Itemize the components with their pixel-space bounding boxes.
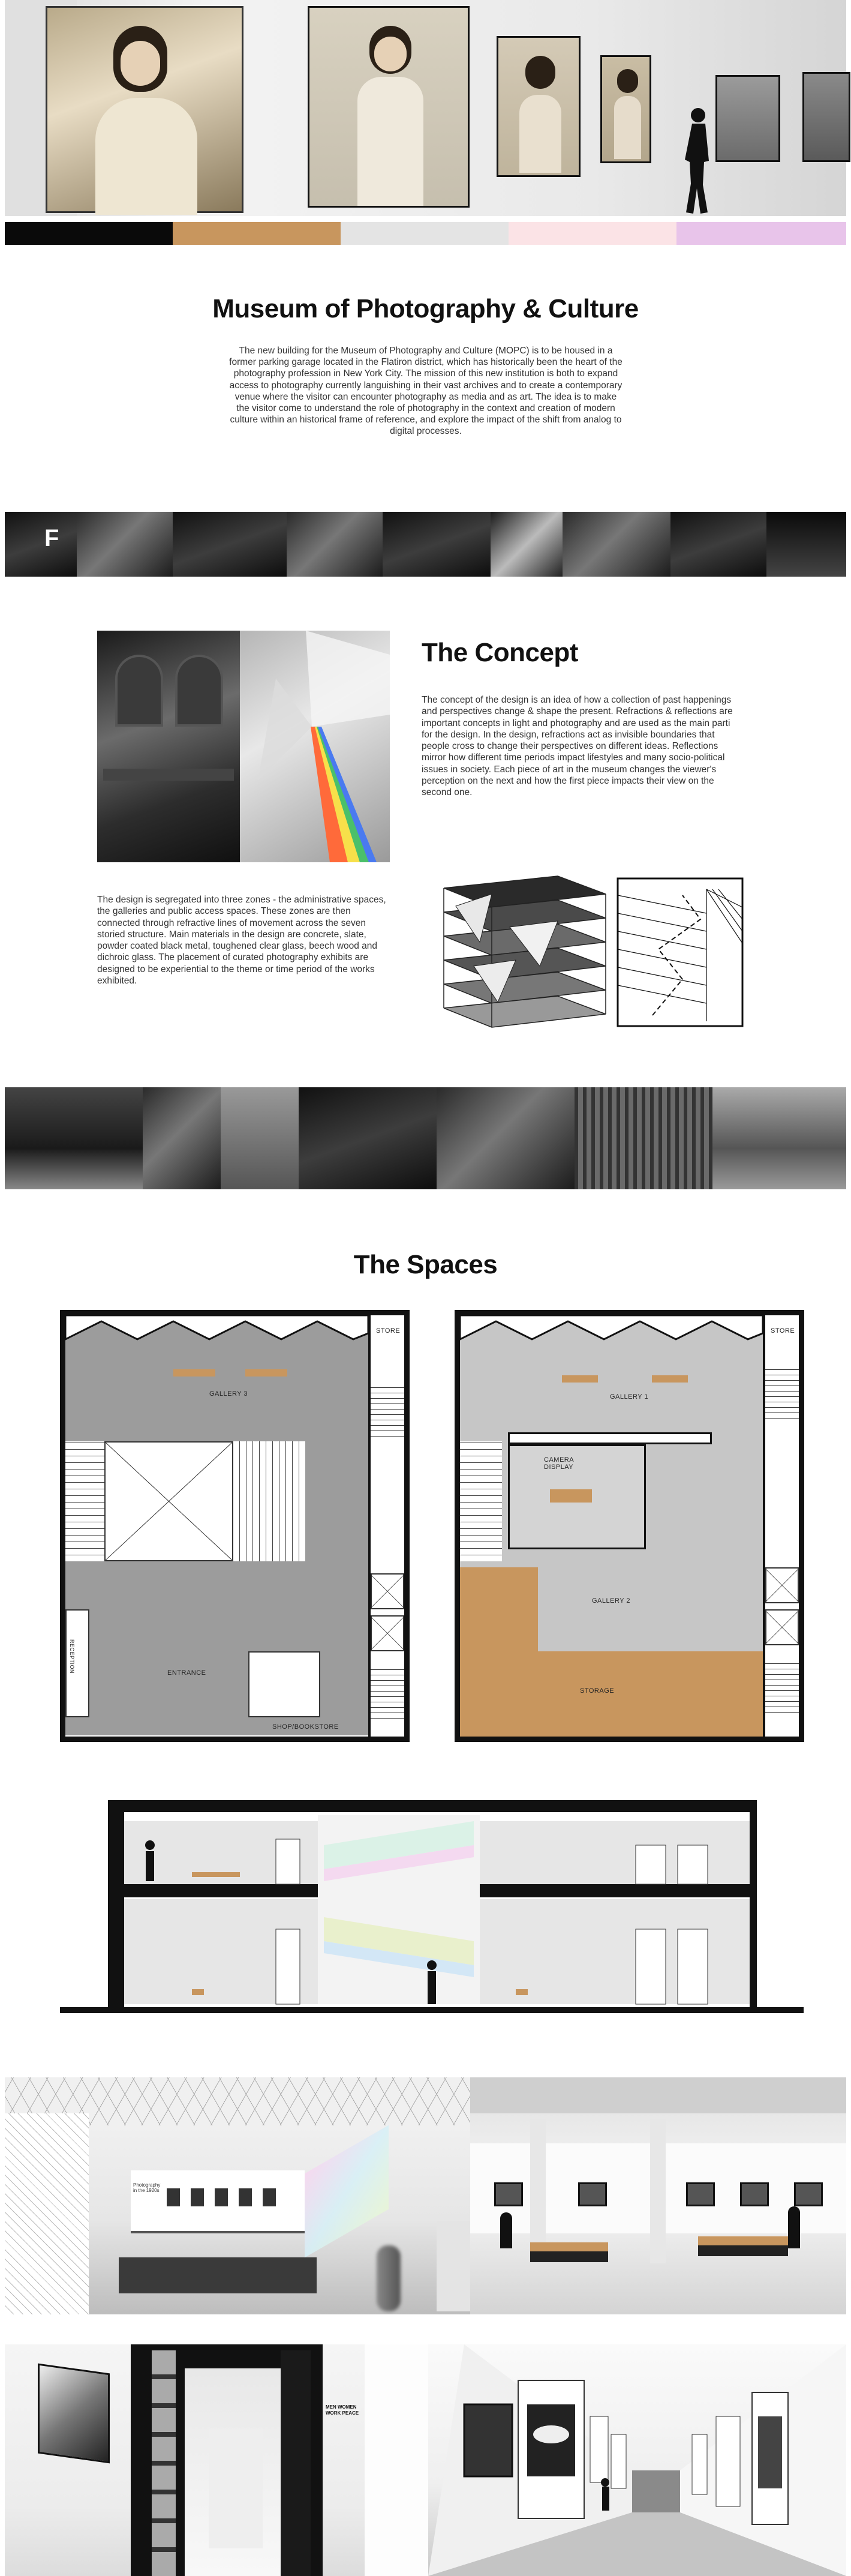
plan-left-gallery-label: GALLERY 3 bbox=[209, 1390, 248, 1398]
hero-photo-4 bbox=[600, 55, 651, 163]
hero-photo-5 bbox=[715, 75, 780, 162]
render-photo-wall bbox=[5, 2344, 428, 2576]
hero-gallery-image bbox=[5, 0, 846, 216]
palette-swatch-pink bbox=[509, 222, 676, 245]
concept-paragraph-1: The concept of the design is an idea of how a collection of past happenings and perspectives change & shape the present. Refractions & reflections are important concepts in light and photography and are used as the main parti for the design. In the design, refractions act as invisible boundaries that people cross to change their perspectives on different ideas. Reflections mirror how different time periods impact lifestyles and many socio-political issues in society. Each piece of art in the museum changes the viewer's perception on the next and how the first piece impacts their view on the second one. bbox=[422, 695, 733, 798]
photo-strip-top bbox=[5, 512, 846, 577]
building-section-drawing bbox=[60, 1791, 804, 2031]
plan-right-gallery-1-label: GALLERY 1 bbox=[610, 1393, 649, 1401]
concept-title: The Concept bbox=[422, 638, 578, 667]
render-corridor bbox=[428, 2344, 846, 2576]
plan-right-camera-display-label: CAMERA DISPLAY bbox=[544, 1456, 574, 1471]
hero-photo-3 bbox=[497, 36, 581, 177]
floor-plan-right bbox=[455, 1310, 804, 1742]
intro-paragraph: The new building for the Museum of Photography and Culture (MOPC) is to be housed in a former parking garage located in the Flatiron district, which has historically been the heart of the photography profession in New York City. The mission of this new institution is both to expand access to photography currently languishing in their vast archives and to create a contemporary venue where the visitor can encounter photography as media and as art. The idea is to make the visitor come to understand the role of photography in the context and creation of modern culture within an historical frame of reference, and explore the impact of the shift from analog to digital processes. bbox=[229, 346, 623, 437]
palette-swatch-gray bbox=[341, 222, 509, 245]
hero-photo-1 bbox=[46, 6, 243, 213]
plan-right-store-label: STORE bbox=[771, 1327, 795, 1335]
plan-left-store-label: STORE bbox=[376, 1327, 401, 1335]
palette-swatch-black bbox=[5, 222, 173, 245]
photo-strip-middle bbox=[5, 1087, 846, 1189]
visitor-silhouette bbox=[676, 107, 718, 215]
palette-swatch-lilac bbox=[676, 222, 846, 245]
hero-photo-6 bbox=[802, 72, 850, 162]
concept-axonometric-diagram bbox=[420, 870, 612, 1032]
page-title: Museum of Photography & Culture bbox=[212, 294, 639, 323]
concept-photo-interior bbox=[97, 631, 240, 862]
render-poster-text: MEN WOMEN WORK PEACE bbox=[326, 2404, 359, 2416]
concept-section-diagram bbox=[617, 877, 744, 1027]
filmstrip-letter: F bbox=[44, 525, 59, 551]
render-atrium bbox=[5, 2077, 470, 2314]
plan-left-shop-label: SHOP/BOOKSTORE bbox=[272, 1723, 339, 1731]
plan-right-storage-label: STORAGE bbox=[580, 1687, 615, 1695]
plan-right-gallery-2-label: GALLERY 2 bbox=[592, 1597, 631, 1605]
hero-photo-2 bbox=[308, 6, 470, 208]
plan-left-entrance-label: ENTRANCE bbox=[167, 1669, 206, 1677]
plan-left-reception-label: RECEPTION bbox=[69, 1639, 75, 1674]
render-wall-caption: Photography in the 1920s bbox=[133, 2182, 161, 2193]
concept-paragraph-2: The design is segregated into three zones - the administrative spaces, the galleries and public access spaces. These zones are then connected through refractive lines of movement across the seven storied structure. Main materials in the design are concrete, slate, powder coated black metal, toughened clear glass, beech wood and dichroic glass. The placement of curated photography exhibits are designed to be experiential to the theme or time period of the works exhibited. bbox=[97, 895, 386, 986]
render-gallery-hall bbox=[470, 2077, 846, 2314]
spaces-title: The Spaces bbox=[353, 1250, 498, 1279]
floor-plan-left bbox=[60, 1310, 410, 1742]
palette-swatch-tan bbox=[173, 222, 341, 245]
concept-photo-prism bbox=[240, 631, 390, 862]
